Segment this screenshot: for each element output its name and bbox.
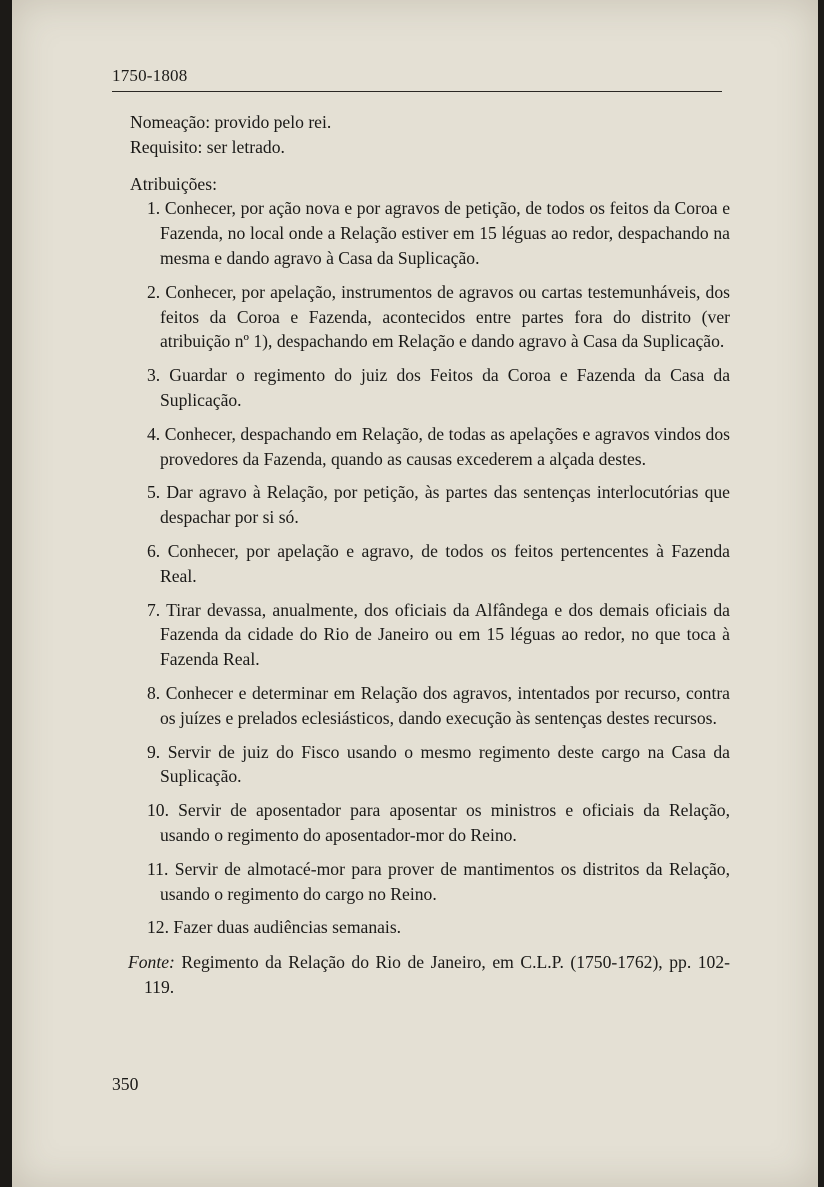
attribution-item-9: [130, 740, 730, 790]
item-text: Servir de juiz do Fisco usando o mesmo regimento deste cargo na Casa da Suplicação.: [160, 741, 730, 787]
attribution-item-1: [130, 196, 730, 270]
item-number: 8.: [147, 682, 161, 703]
item-text: Dar agravo à Relação, por petição, às partes das sentenças interlocutórias que despachar por si só.: [160, 482, 730, 528]
item-text: Conhecer, por apelação e agravo, de todos os feitos pertencentes à Fazenda Real.: [160, 540, 730, 586]
source-label: Fonte:: [128, 952, 175, 973]
item-number: 6.: [147, 540, 161, 561]
item-number: 7.: [147, 599, 161, 620]
attribution-item-3: [130, 363, 730, 413]
item-number: 12.: [147, 917, 169, 938]
item-number: 3.: [147, 365, 161, 386]
item-number: 5.: [147, 482, 161, 503]
attribution-item-12: [130, 915, 730, 940]
source-text: Regimento da Relação do Rio de Janeiro, em C.L.P. (1750-1762), pp. 102-119.: [144, 952, 730, 997]
item-text: Servir de aposentador para aposentar os ministros e oficiais da Relação, usando o regimento do aposentador-mor do Reino.: [160, 800, 730, 845]
item-number: 9.: [147, 741, 161, 762]
item-number: 11.: [147, 858, 169, 879]
item-text: Tirar devassa, anualmente, dos oficiais da Alfândega e dos demais oficiais da Fazenda da cidade do Rio de Janeiro ou em 15 léguas ao redor, no que toca à Fazenda Real.: [160, 599, 730, 670]
item-text: Fazer duas audiências semanais.: [173, 917, 402, 938]
attribution-item-11: [130, 857, 730, 907]
attribution-item-7: [130, 598, 730, 672]
requisito-line: Requisito: ser letrado.: [130, 136, 285, 157]
item-text: Conhecer, despachando em Relação, de todas as apelações e agravos vindos dos provedores da Fazenda, quando as causas excederem a alçada destes.: [160, 423, 730, 469]
attribution-item-4: [130, 422, 730, 472]
item-number: 1.: [147, 198, 161, 219]
attribution-item-2: [130, 280, 730, 354]
item-text: Conhecer, por ação nova e por agravos de petição, de todos os feitos da Coroa e Fazenda, no local onde a Relação estiver em 15 léguas ao redor, despachando na mesma e dando agravo à Casa da Suplicação.: [160, 198, 730, 268]
running-head: 1750-1808: [112, 66, 188, 85]
item-text: Guardar o regimento do juiz dos Feitos da Coroa e Fazenda da Casa da Suplicação.: [160, 365, 730, 410]
attribution-item-10: [130, 798, 730, 848]
item-text: Conhecer, por apelação, instrumentos de agravos ou cartas testemunháveis, dos feitos da Coroa e Fazenda, acontecidos entre partes fora do distrito (ver atribuição nº 1), despachando em Relação e dando agravo à Casa da Suplicação.: [160, 281, 730, 352]
attribution-item-8: [130, 681, 730, 731]
item-text: Conhecer e determinar em Relação dos agravos, intentados por recurso, contra os juízes e prelados eclesiásticos, dando execução às sentenças destes recursos.: [160, 682, 730, 728]
body-text: [130, 110, 730, 1017]
page-number: 350: [112, 1074, 139, 1094]
atribuicoes-heading: Atribuições:: [130, 173, 217, 194]
item-number: 10.: [147, 800, 169, 821]
attribution-item-6: [130, 539, 730, 589]
source-citation: [130, 950, 730, 1000]
item-number: 2.: [147, 281, 161, 302]
book-page: [12, 0, 818, 1187]
item-number: 4.: [147, 423, 161, 444]
attribution-item-5: [130, 480, 730, 530]
header-rule: [112, 91, 722, 92]
nomeacao-line: Nomeação: provido pelo rei.: [130, 112, 332, 132]
item-text: Servir de almotacé-mor para prover de mantimentos os distritos da Relação, usando o regimento do cargo no Reino.: [160, 858, 731, 904]
